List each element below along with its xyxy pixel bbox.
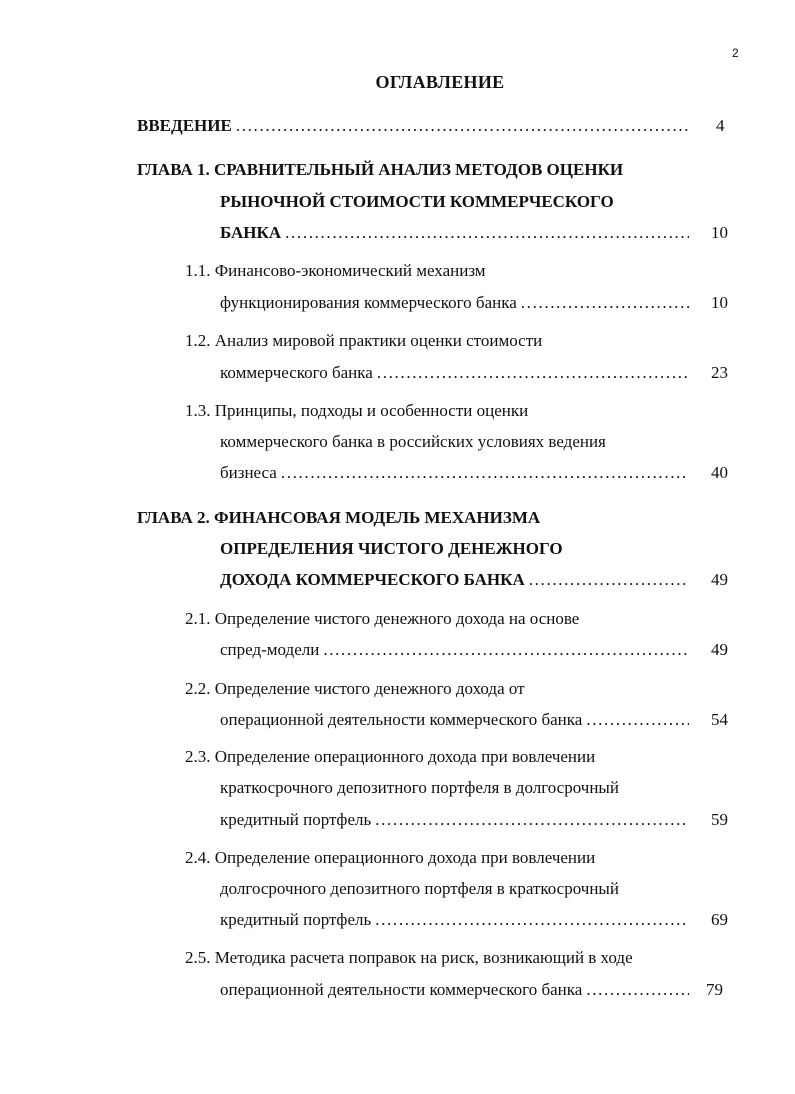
toc-entry-label: спред-модели (220, 640, 320, 659)
section-2-2-line-2[interactable] (220, 709, 693, 731)
section-2-4-line-3[interactable] (220, 909, 693, 931)
section-2-3-line-3[interactable] (220, 809, 693, 831)
dot-leader (521, 292, 689, 314)
toc-page-number: 23 (711, 363, 728, 382)
section-2-1-line-1[interactable]: 2.1. Определение чистого денежного дохода на основе (185, 609, 580, 628)
section-2-3-line-1[interactable]: 2.3. Определение операционного дохода при вовлечении (185, 747, 596, 766)
toc-page-number: 59 (711, 810, 728, 829)
dot-leader (377, 362, 689, 384)
toc-title: ОГЛАВЛЕНИЕ (375, 72, 505, 92)
toc-entry-label: ВВЕДЕНИЕ (137, 116, 232, 135)
section-2-5-line-1[interactable]: 2.5. Методика расчета поправок на риск, возникающий в ходе (185, 948, 633, 967)
dot-leader (529, 569, 689, 591)
toc-entry-label: операционной деятельности коммерческого банка (220, 710, 583, 729)
dot-leader (586, 979, 689, 1001)
section-1-3-line-1[interactable]: 1.3. Принципы, подходы и особенности оценки (185, 401, 529, 420)
toc-entry-label: кредитный портфель (220, 810, 372, 829)
section-2-3-line-2[interactable]: краткосрочного депозитного портфеля в долгосрочный (220, 778, 619, 797)
dot-leader (323, 639, 689, 661)
toc-entry-label: операционной деятельности коммерческого банка (220, 980, 583, 999)
toc-page-number: 10 (711, 293, 728, 312)
chapter-2-heading-line-3[interactable] (220, 569, 693, 591)
chapter-1-heading-line-3[interactable] (220, 222, 693, 244)
section-1-1-line-2[interactable] (220, 292, 693, 314)
section-2-5-line-2[interactable] (220, 979, 693, 1001)
toc-entry-label: функционирования коммерческого банка (220, 293, 517, 312)
toc-entry-label: кредитный портфель (220, 910, 372, 929)
toc-page-number: 54 (711, 710, 728, 729)
toc-page-number: 40 (711, 463, 728, 482)
dot-leader (285, 222, 689, 244)
dot-leader (236, 115, 689, 137)
toc-page-number: 49 (711, 570, 728, 589)
chapter-1-heading-line-2[interactable]: РЫНОЧНОЙ СТОИМОСТИ КОММЕРЧЕСКОГО (220, 192, 614, 211)
dot-leader (281, 462, 689, 484)
page-number: 2 (732, 46, 739, 60)
section-1-3-line-3[interactable] (220, 462, 693, 484)
toc-page-number: 49 (711, 640, 728, 659)
section-2-4-line-2[interactable]: долгосрочного депозитного портфеля в краткосрочный (220, 879, 619, 898)
toc-page-number: 10 (711, 223, 728, 242)
chapter-2-heading-line-2[interactable]: ОПРЕДЕЛЕНИЯ ЧИСТОГО ДЕНЕЖНОГО (220, 539, 563, 558)
toc-page-number: 4 (716, 116, 725, 135)
toc-entry-label: коммерческого банка (220, 363, 373, 382)
section-2-4-line-1[interactable]: 2.4. Определение операционного дохода при вовлечении (185, 848, 596, 867)
section-1-1-line-1[interactable]: 1.1. Финансово-экономический механизм (185, 261, 486, 280)
toc-entry-label: ДОХОДА КОММЕРЧЕСКОГО БАНКА (220, 570, 525, 589)
toc-page-number: 79 (706, 980, 723, 999)
toc-entry-label: БАНКА (220, 223, 282, 242)
chapter-1-heading-line-1[interactable]: ГЛАВА 1. СРАВНИТЕЛЬНЫЙ АНАЛИЗ МЕТОДОВ ОЦЕНКИ (137, 160, 624, 179)
chapter-2-heading-line-1[interactable]: ГЛАВА 2. ФИНАНСОВАЯ МОДЕЛЬ МЕХАНИЗМА (137, 508, 541, 527)
toc-entry-label: бизнеса (220, 463, 277, 482)
toc-page-number: 69 (711, 910, 728, 929)
toc-entry-intro[interactable] (137, 115, 693, 137)
section-2-1-line-2[interactable] (220, 639, 693, 661)
section-1-2-line-2[interactable] (220, 362, 693, 384)
dot-leader (586, 709, 689, 731)
dot-leader (375, 909, 689, 931)
section-1-2-line-1[interactable]: 1.2. Анализ мировой практики оценки стоимости (185, 331, 543, 350)
section-1-3-line-2[interactable]: коммерческого банка в российских условиях ведения (220, 432, 606, 451)
section-2-2-line-1[interactable]: 2.2. Определение чистого денежного дохода от (185, 679, 525, 698)
dot-leader (375, 809, 689, 831)
